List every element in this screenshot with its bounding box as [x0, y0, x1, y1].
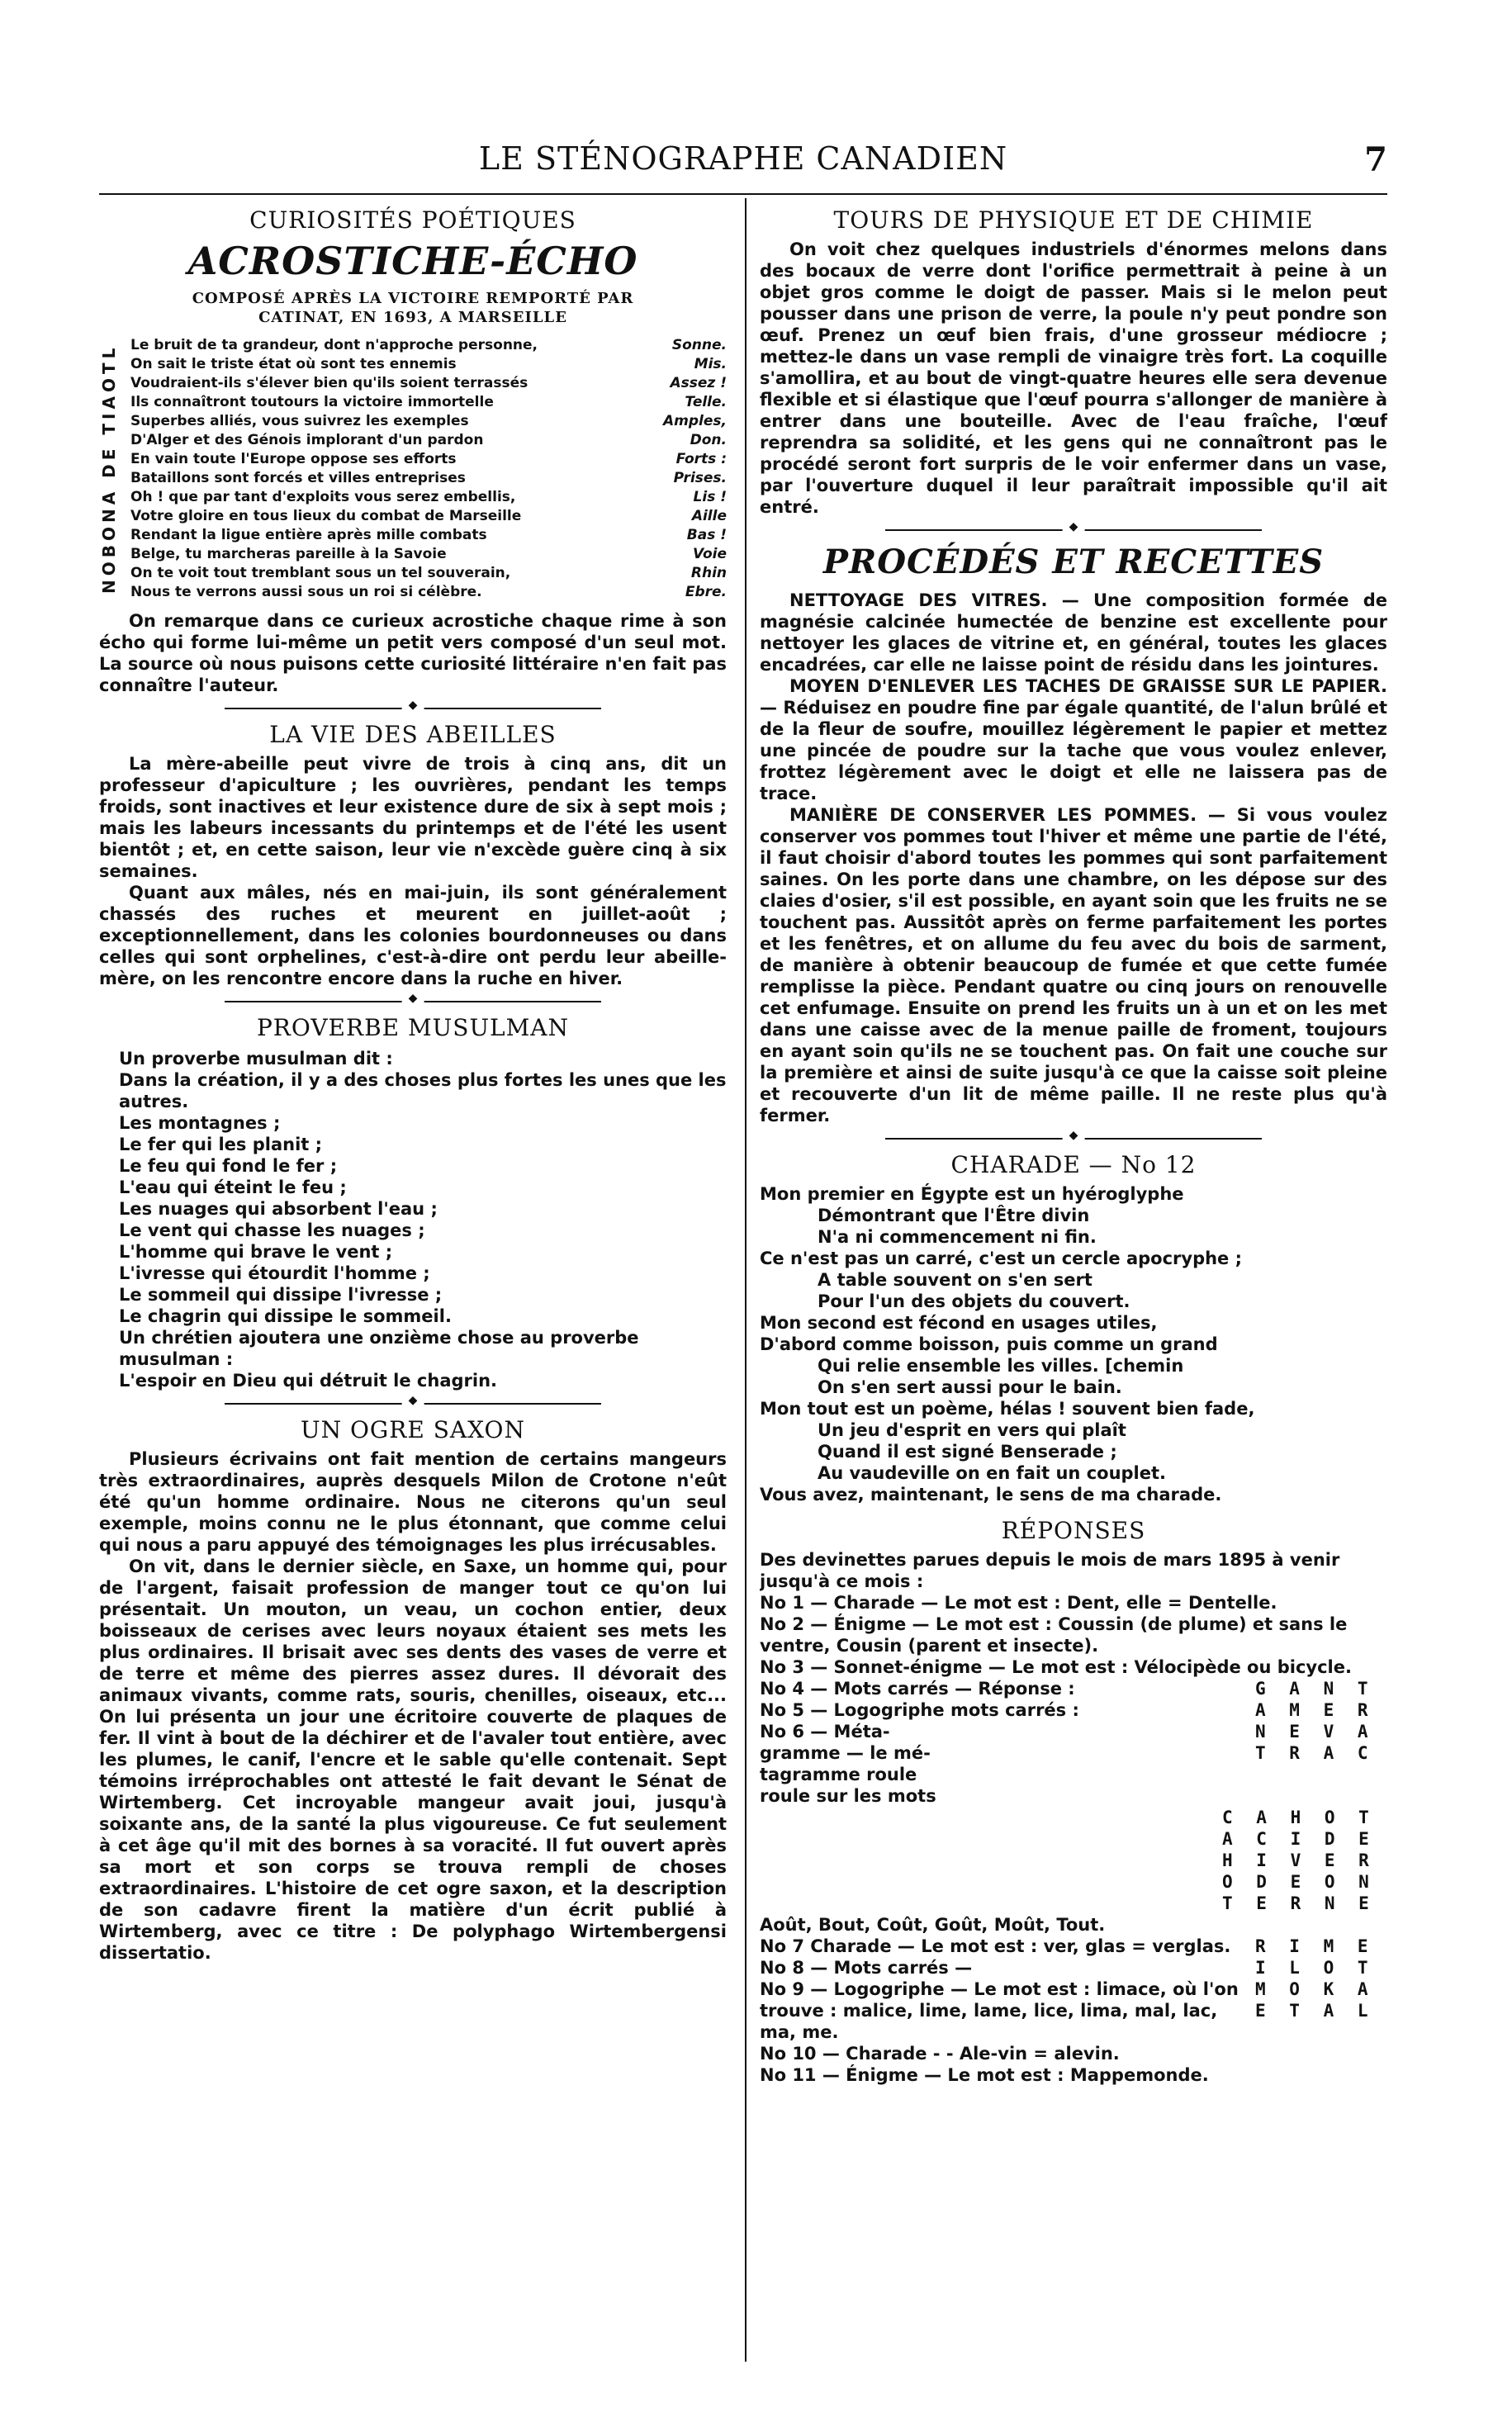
acrostic-echo: Telle.	[685, 394, 727, 410]
charade-line: Vous avez, maintenant, le sens de ma charade.	[760, 1485, 1222, 1505]
acrostic-line	[130, 526, 727, 545]
reponse-line: No 5 — Logogriphe mots carrés :	[760, 1700, 1079, 1720]
procedes-text-1: — Une composition formée de magnésie calcinée humectée de benzine est excellente pour nettoyer les glaces de vitrine et, en général, toutes les glaces encadrées, car elle ne laisse point de résidu dans les jointures.	[760, 590, 1387, 675]
word-square-row: R I M E	[1255, 1936, 1375, 1956]
procedes-item-1	[760, 590, 1387, 675]
word-square-row: O D E O N	[1222, 1872, 1376, 1892]
charade-line: Qui relie ensemble les villes. [chemin	[818, 1356, 1184, 1376]
acrostic-line	[130, 507, 727, 526]
abeilles-paragraph-2: Quant aux mâles, nés en mai-juin, ils sont généralement chassés des ruches et meurent en juillet-août ; exceptionnellement, dans les colonies bourdonneuses ou dans celles qui sont orphelines, c'est-à-dire ont perdu leur abeille-mère, on les rencontre encore dans la ruche en hiver.	[99, 883, 727, 988]
section-title-ogre: UN OGRE SAXON	[300, 1416, 526, 1443]
acrostic-line	[130, 450, 727, 469]
proverbe-line: L'eau qui éteint le feu ;	[119, 1178, 347, 1197]
acrostic-echo: Voie	[693, 546, 727, 562]
abeilles-article	[99, 753, 727, 989]
acrostic-line	[130, 545, 727, 564]
word-square-row: A C I D E	[1222, 1829, 1376, 1849]
acrostic-line-text: On sait le triste état où sont tes ennemis	[130, 356, 457, 372]
charade-line: Quand il est signé Benserade ;	[818, 1442, 1117, 1462]
proverbe-lines	[99, 1048, 727, 1391]
proverbe-line: Le fer qui les planit ;	[119, 1135, 323, 1154]
charade-line: On s'en sert aussi pour le bain.	[818, 1377, 1122, 1397]
acrostic-echo: Rhin	[690, 565, 727, 581]
acrostic-note-text: On remarque dans ce curieux acrostiche chaque rime à son écho qui forme lui-même un petit vers composé d'un seul mot. La source où nous puisons cette curiosité littéraire n'en fait pas connaître l'auteur.	[99, 611, 727, 695]
acrostic-line-text: Belge, tu marcheras pareille à la Savoie	[130, 546, 447, 562]
acrostic-echo: Bas !	[686, 527, 727, 543]
section-title-proverbe: PROVERBE MUSULMAN	[256, 1014, 570, 1041]
reponse-item: No 2 — Énigme — Le mot est : Coussin (de plume) et sans le ventre, Cousin (parent et insecte).	[760, 1614, 1348, 1656]
acrostic-line	[130, 431, 727, 450]
newspaper-page	[99, 140, 1387, 2370]
acrostic-echo: Amples,	[663, 413, 727, 429]
section-title-charade: CHARADE — No 12	[950, 1151, 1197, 1178]
proverbe-line: L'espoir en Dieu qui détruit le chagrin.	[119, 1371, 498, 1391]
reponse-item: No 11 — Énigme — Le mot est : Mappemonde.	[760, 2065, 1209, 2085]
reponses-block2: Août, Bout, Coût, Goût, Moût, Tout.	[760, 1915, 1106, 1935]
right-column	[760, 201, 1387, 2365]
acrostic-line	[130, 336, 727, 355]
acrostic-line-text: Superbes alliés, vous suivrez les exemples	[130, 413, 469, 429]
reponse-line: gramme — le mé-	[760, 1743, 931, 1763]
section-title-reponses: RÉPONSES	[1001, 1517, 1146, 1544]
acrostic-echo: Aille	[691, 508, 727, 524]
acrostic-heading: ACROSTICHE-ÉCHO	[187, 239, 638, 283]
divider	[885, 529, 1262, 531]
acrostic-line	[130, 355, 727, 374]
proverbe-line: Un proverbe musulman dit :	[119, 1049, 393, 1069]
proverbe-line: Le vent qui chasse les nuages ;	[119, 1220, 425, 1240]
acrostic-echo: Don.	[690, 432, 727, 448]
abeilles-paragraph-1: La mère-abeille peut vivre de trois à cinq ans, dit un professeur d'apiculture ; les ouvrières, pendant les temps froids, sont inactives et leur existence dure de six à sept mois ; mais les labeurs incessants du printemps et de l'été les usent bientôt ; et, en cette saison, leur vie n'excède guère cinq à six semaines.	[99, 754, 727, 881]
reponse-line: tagramme roule	[760, 1765, 917, 1784]
proverbe-line: Les montagnes ;	[119, 1113, 281, 1133]
header-rule	[99, 193, 1387, 195]
column-separator	[745, 198, 747, 2362]
reponse-item: No 3 — Sonnet-énigme — Le mot est : Vélocipède ou bicycle.	[760, 1657, 1352, 1677]
charade-line: N'a ni commencement ni fin.	[818, 1227, 1097, 1247]
charade-line: Mon second est fécond en usages utiles,	[760, 1313, 1158, 1333]
reponse-item: No 10 — Charade - - Ale-vin = alevin.	[760, 2044, 1120, 2064]
word-square-row: N E V A	[1255, 1722, 1375, 1742]
word-square-row: T R A C	[1255, 1743, 1375, 1763]
word-square-row: M O K A	[1255, 1979, 1375, 1999]
tours-paragraph: On voit chez quelques industriels d'énormes melons dans des bocaux de verre dont l'orifice permettrait à peine à un objet gros comme le doigt de passer. Mais si le melon peut pousser dans une prison de verre, la poule n'y peut pondre son œuf. Prenez un œuf bien frais, d'une grosseur médiocre ; mettez-le dans un vase rempli de vinaigre très fort. La coquille s'amollira, et au bout de vingt-quatre heures elle sera devenue flexible et si élastique que l'œuf pourra s'allonger de manière à entrer dans une bouteille. Avec de l'eau fraîche, l'œuf reprendra sa solidité, et les gens qui ne connaîtront pas le procédé seront fort surpris de le voir enfermer dans un vase, par l'ouverture duquel il leur paraîtrait impossible qu'il ait entré.	[760, 239, 1387, 517]
reponses-intro: Des devinettes parues depuis le mois de mars 1895 à venir jusqu'à ce mois :	[760, 1550, 1340, 1591]
word-square-row: C A H O T	[1222, 1808, 1376, 1827]
reponse-line: roule sur les mots	[760, 1786, 936, 1806]
acrostic-line-text: D'Alger et des Génois implorant d'un pardon	[130, 432, 484, 448]
proverbe-line: Le chagrin qui dissipe le sommeil.	[119, 1306, 452, 1326]
reponse-line: No 6 — Méta-	[760, 1722, 890, 1742]
reponses-squares-1	[760, 1678, 1387, 1807]
charade-line: Démontrant que l'Être divin	[818, 1206, 1090, 1225]
acrostic-line-text: Nous te verrons aussi sous un roi si célèbre.	[130, 584, 482, 600]
word-square-row: I L O T	[1255, 1958, 1375, 1978]
acrostic-line-text: Bataillons sont forcés et villes entreprises	[130, 470, 466, 486]
divider	[225, 708, 601, 709]
divider	[225, 1403, 601, 1405]
charade-line: D'abord comme boisson, puis comme un grand	[760, 1334, 1218, 1354]
divider	[885, 1138, 1262, 1140]
acrostic-echo: Ebre.	[685, 584, 727, 600]
reponses-block	[760, 1549, 1387, 2086]
acrostic-echo: Sonne.	[671, 337, 727, 353]
left-column	[99, 201, 727, 2365]
acrostic-echo: Forts :	[675, 451, 727, 467]
acrostic-poem	[99, 336, 727, 602]
acrostic-line	[130, 374, 727, 393]
charade-line: Mon tout est un poème, hélas ! souvent bien fade,	[760, 1399, 1255, 1419]
acrostic-line	[130, 488, 727, 507]
reponse-item: No 9 — Logogriphe — Le mot est : limace, où l'on trouve : malice, lime, lame, lice, lima, mal, lac, ma, me.	[760, 1979, 1239, 2042]
acrostic-line-text: En vain toute l'Europe oppose ses efforts	[130, 451, 457, 467]
proverbe-line: L'homme qui brave le vent ;	[119, 1242, 393, 1262]
acrostic-line-text: Voudraient-ils s'élever bien qu'ils soient terrassés	[130, 375, 528, 391]
procedes-text-3: — Si vous voulez conserver vos pommes tout l'hiver et même une partie de l'été, il faut choisir d'abord toutes les pommes qui sont parfaitement saines. On les porte dans une chambre, on les dépose sur des claies d'osier, s'il est possible, en ayant soin que les fruits ne se touchent pas. Aussitôt après on ferme parfaitement les portes et les fenêtres, et on allume du feu avec du bois de sarment, de manière à obtenir beaucoup de fumée et que cette fumée remplisse la pièce. Pendant quatre ou cinq jours on renouvelle cet enfumage. Ensuite on prend les fruits un à un et on les met dans une caisse avec de la menue paille de froment, toujours en ayant soin qu'ils ne se touchent pas. On fait une couche sur la première et ainsi de suite jusqu'à ce que la caisse soit pleine et recouverte d'un lit de même paille. Il ne reste plus qu'à fermer.	[760, 805, 1387, 1125]
running-head	[99, 140, 1387, 183]
procedes-lead-1: NETTOYAGE DES VITRES.	[789, 590, 1048, 610]
word-square-row: G A N T	[1255, 1679, 1375, 1699]
word-square-row: T E R N E	[1222, 1893, 1376, 1913]
proverbe-line: Les nuages qui absorbent l'eau ;	[119, 1199, 438, 1219]
section-title-tours: TOURS DE PHYSIQUE ET DE CHIMIE	[833, 206, 1314, 234]
acrostic-line-text: On te voit tout tremblant sous un tel souverain,	[130, 565, 511, 581]
reponses-squares-3	[760, 1936, 1387, 2086]
reponse-item: No 1 — Charade — Le mot est : Dent, elle = Dentelle.	[760, 1593, 1277, 1613]
proverbe-line: Le feu qui fond le fer ;	[119, 1156, 338, 1176]
acrostic-echo: Lis !	[693, 489, 727, 505]
reponse-line: No 4 — Mots carrés — Réponse :	[760, 1679, 1075, 1699]
page-number: 7	[1364, 140, 1387, 179]
acrostic-echo: Mis.	[694, 356, 727, 372]
section-title-abeilles: LA VIE DES ABEILLES	[269, 721, 557, 748]
acrostic-line-text: Le bruit de ta grandeur, dont n'approche personne,	[130, 337, 538, 353]
proverbe-line: Le sommeil qui dissipe l'ivresse ;	[119, 1285, 443, 1305]
acrostic-line-text: Oh ! que par tant d'exploits vous serez embellis,	[130, 489, 516, 505]
divider	[225, 1001, 601, 1002]
acrostic-side-text: NOBONA DE TIAOTL	[99, 344, 119, 595]
ogre-paragraph-2: On vit, dans le dernier siècle, en Saxe, un homme qui, pour de l'argent, faisait profession de manger tout ce qu'on lui présentait. Un mouton, un veau, un cochon entier, deux boisseaux de cerises avec leurs noyaux étaient ses mets les plus ordinaires. Il brisait avec ses dents des vases de verre et de terre et même des pierres assez dures. Il dévorait des animaux vivants, comme rats, souris, chenilles, oiseaux, etc... On lui présenta un jour une écritoire couverte de plaques de fer. Il vint à bout de la déchirer et de l'avaler tout entière, avec les plumes, le canif, l'encre et le sable qu'elle contenait. Sept témoins irréprochables ont attesté le fait devant le Sénat de Wirtemberg. Cet incroyable mangeur avait joui, jusqu'à soixante ans, de la santé la plus vigoureuse. Ce fut seulement à cet âge qu'il mit des bornes à sa voracité. Il fut ouvert après sa mort et son corps se trouva rempli de choses extraordinaires. L'histoire de cet ogre saxon, et la description de son cadavre firent la matière d'un écrit publié à Wirtemberg, avec ce titre : De polyphago Wirtembergensi dissertatio.	[99, 1557, 727, 1963]
word-square-row: H I V E R	[1222, 1850, 1376, 1870]
charade-line: Mon premier en Égypte est un hyéroglyphe	[760, 1184, 1184, 1204]
section-title-procedes: PROCÉDÉS ET RECETTES	[822, 543, 1325, 581]
charade-line: Un jeu d'esprit en vers qui plaît	[818, 1420, 1126, 1440]
word-square-row: A M E R	[1255, 1700, 1375, 1720]
charade-line: Au vaudeville on en fait un couplet.	[818, 1463, 1167, 1483]
running-title: LE STÉNOGRAPHE CANADIEN	[478, 140, 1008, 177]
acrostic-line-text: Ils connaîtront toutours la victoire immortelle	[130, 394, 494, 410]
acrostic-line	[130, 469, 727, 488]
charade-lines	[760, 1183, 1387, 1505]
ogre-article	[99, 1448, 727, 1964]
reponse-item: No 7 Charade — Le mot est : ver, glas = verglas.	[760, 1936, 1231, 1956]
procedes-article	[760, 590, 1387, 1126]
tours-article	[760, 239, 1387, 518]
acrostic-line	[130, 412, 727, 431]
acrostic-line-text: Rendant la ligue entière après mille combats	[130, 527, 487, 543]
acrostic-echo: Prises.	[673, 470, 727, 486]
proverbe-line: Dans la création, il y a des choses plus fortes les unes que les autres.	[119, 1070, 727, 1111]
acrostic-subhead-1: COMPOSÉ APRÈS LA VICTOIRE REMPORTÉ PAR	[192, 290, 634, 307]
reponses-squares-2	[760, 1807, 1387, 1914]
section-title-curiosites: CURIOSITÉS POÉTIQUES	[249, 206, 576, 234]
acrostic-echo: Assez !	[670, 375, 727, 391]
acrostic-subhead-2: CATINAT, EN 1693, A MARSEILLE	[258, 309, 567, 326]
procedes-item-2	[760, 675, 1387, 804]
proverbe-line: L'ivresse qui étourdit l'homme ;	[119, 1263, 430, 1283]
ogre-paragraph-1: Plusieurs écrivains ont fait mention de certains mangeurs très extraordinaires, auprès desquels Milon de Crotone n'eût été qu'un homme ordinaire. Nous ne citerons qu'un seul exemple, moins connu ne le plus étonnant, que comme celui qui nous a paru appuyé des témoignages les plus irrécusables.	[99, 1449, 727, 1555]
procedes-text-2: — Réduisez en poudre fine par égale quantité, de l'alun brûlé et de la fleur de soufre, mouillez légèrement le papier et mettez une pincée de poudre sur la tache que vous voulez enlever, frottez légèrement avec le doigt et elle ne laissera pas de trace.	[760, 698, 1387, 803]
reponse-item: No 8 — Mots carrés —	[760, 1958, 973, 1978]
acrostic-note	[99, 610, 727, 696]
acrostic-line	[130, 564, 727, 583]
procedes-lead-3: MANIÈRE DE CONSERVER LES POMMES.	[789, 805, 1197, 825]
procedes-lead-2: MOYEN D'ENLEVER LES TACHES DE GRAISSE SUR LE PAPIER.	[789, 676, 1387, 696]
word-square-row: E T A L	[1255, 2001, 1375, 2021]
charade-line: Ce n'est pas un carré, c'est un cercle apocryphe ;	[760, 1249, 1243, 1268]
charade-line: Pour l'un des objets du couvert.	[818, 1291, 1130, 1311]
acrostic-line-text: Votre gloire en tous lieux du combat de Marseille	[130, 508, 522, 524]
acrostic-line	[130, 393, 727, 412]
procedes-item-3	[760, 804, 1387, 1126]
proverbe-line: Un chrétien ajoutera une onzième chose au proverbe musulman :	[119, 1328, 639, 1369]
charade-line: A table souvent on s'en sert	[818, 1270, 1093, 1290]
acrostic-line	[130, 583, 727, 602]
